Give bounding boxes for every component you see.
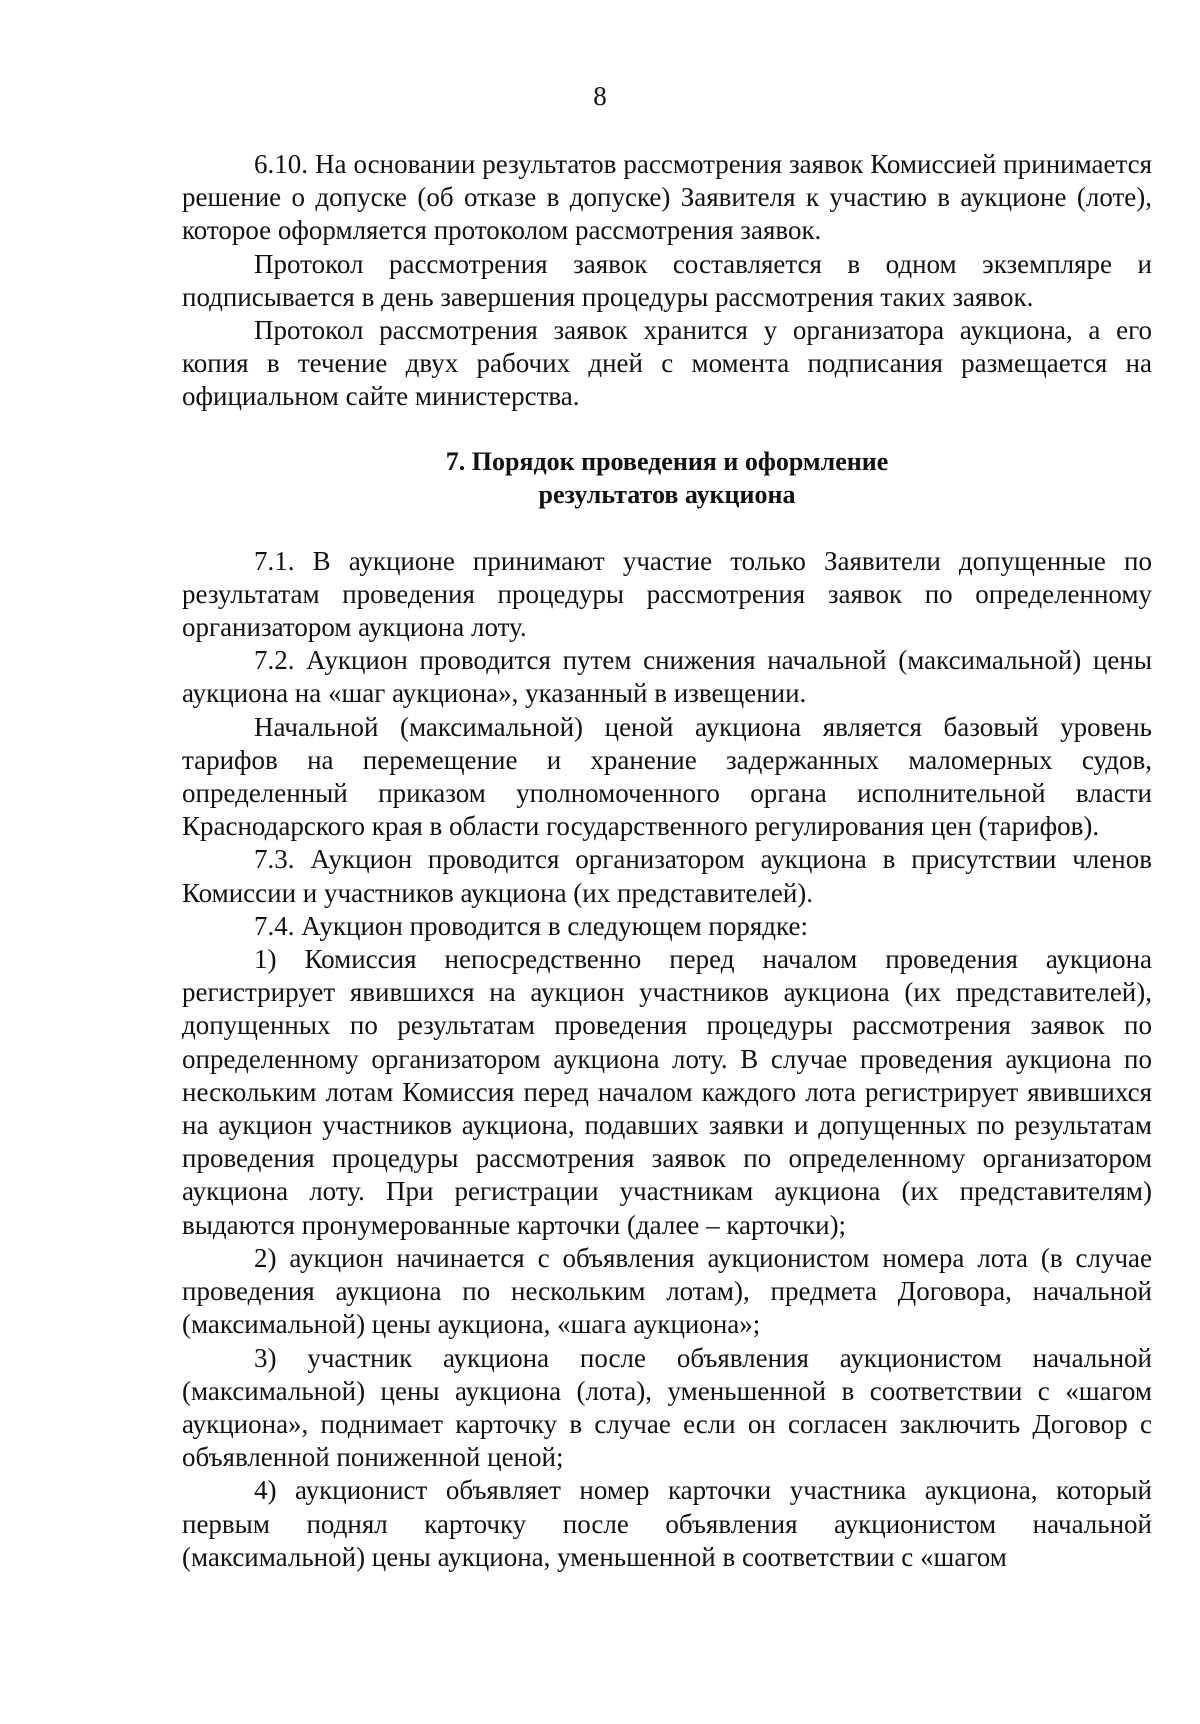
page-number: 8 — [593, 81, 607, 111]
paragraph-7-3: 7.3. Аукцион проводится организатором аукциона в присутствии членов Комиссии и участников аукциона (их представителей). — [182, 844, 1152, 908]
paragraph-6-10: 6.10. На основании результатов рассмотрения заявок Комиссией принимается решение о допуске (об отказе в допуске) Заявителя к участию в аукционе (лоте), которое оформляется протоколом рассмотрения заявок. — [182, 149, 1152, 246]
list-item-2: 2) аукцион начинается с объявления аукционистом номера лота (в случае проведения аукциона по нескольким лотам), предмета Договора, начальной (максимальной) цены аукциона, «шага аукциона»; — [182, 1242, 1152, 1340]
paragraph-7-4: 7.4. Аукцион проводится в следующем порядке: — [254, 910, 808, 941]
list-item-3: 3) участник аукциона после объявления аукционистом начальной (максимальной) цены аукциона (лота), уменьшенной в соответствии с «шагом аукциона», поднимает карточку в случае если он согласен заключить Договор с объявленной пониженной ценой; — [182, 1342, 1152, 1473]
section-heading-line-1: 7. Порядок проведения и оформление — [445, 446, 889, 476]
paragraph-7-1: 7.1. В аукционе принимают участие только Заявители допущенные по результатам проведения процедуры рассмотрения заявок по определенному организатором аукциона лоту. — [182, 545, 1152, 643]
list-item-1: 1) Комиссия непосредственно перед началом проведения аукциона регистрирует явившихся на аукцион участников аукциона (их представителей), допущенных по результатам проведения процедуры рассмотрения заявок по определенному организатором аукциона лоту. В случае проведения аукциона по нескольким лотам Комиссия перед началом каждого лота регистрирует явившихся на аукцион участников аукциона, подавших заявки и допущенных по результатам проведения процедуры рассмотрения заявок по определенному организатором аукциона лоту. При регистрации участникам аукциона (их представителям) выдаются пронумерованные карточки (далее – карточки); — [182, 944, 1152, 1240]
document-body — [182, 148, 1152, 1574]
paragraph-7-2: 7.2. Аукцион проводится путем снижения начальной (максимальной) цены аукциона на «шаг аукциона», указанный в извещении. — [182, 645, 1152, 709]
paragraph-protocol-stored: Протокол рассмотрения заявок хранится у организатора аукциона, а его копия в течение двух рабочих дней с момента подписания размещается на официальном сайте министерства. — [182, 315, 1152, 412]
paragraph-initial-price: Начальной (максимальной) ценой аукциона является базовый уровень тарифов на перемещение и хранение задержанных маломерных судов, определенный приказом уполномоченного органа исполнительной власти Краснодарского края в области государственного регулирования цен (тарифов). — [182, 711, 1152, 842]
paragraph-protocol-compiled: Протокол рассмотрения заявок составляется в одном экземпляре и подписывается в день завершения процедуры рассмотрения таких заявок. — [182, 248, 1152, 312]
section-heading — [182, 445, 1152, 511]
list-item-4: 4) аукционист объявляет номер карточки участника аукциона, который первым поднял карточку после объявления аукционистом начальной (максимальной) цены аукциона, уменьшенной в соответствии с «шагом — [182, 1475, 1152, 1572]
section-heading-line-2: результатов аукциона — [538, 479, 796, 509]
